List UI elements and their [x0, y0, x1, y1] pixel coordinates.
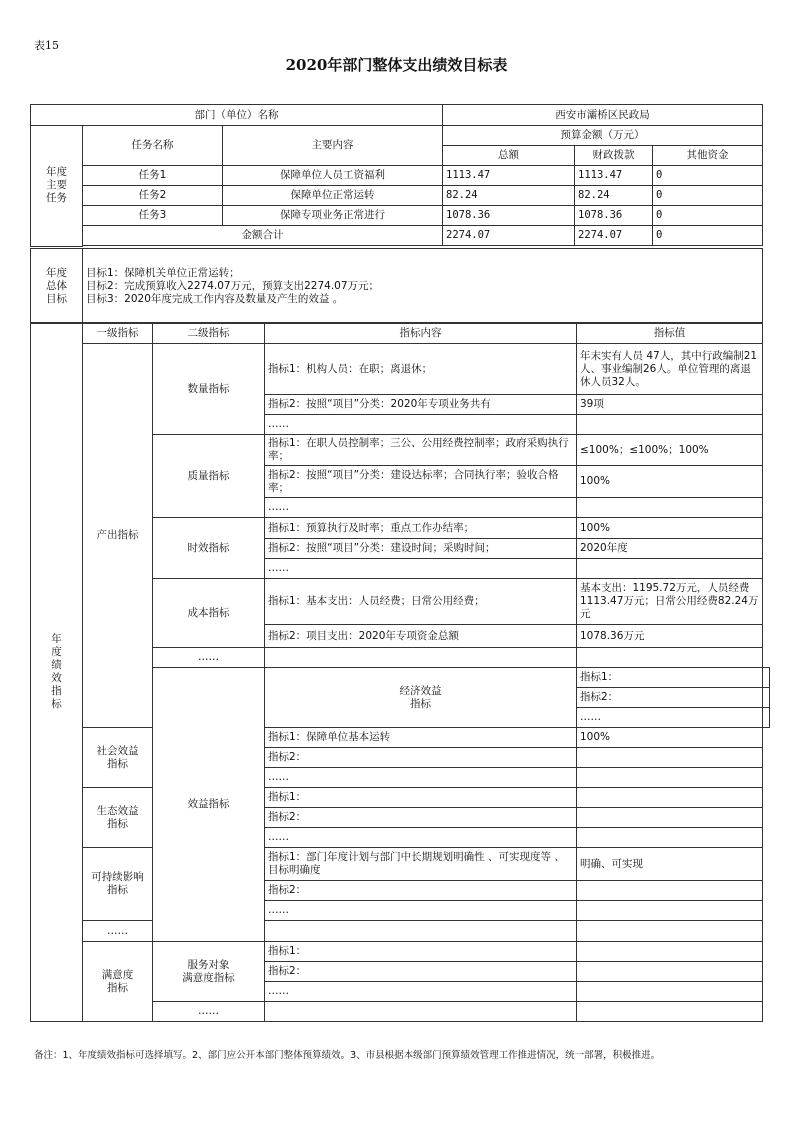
sum-fiscal: 2274.07 [575, 226, 653, 246]
indicator-content: 指标2： [577, 688, 763, 708]
indicator-content: 指标1： [265, 788, 577, 808]
h-budget: 预算金额（万元） [443, 126, 763, 146]
indicator-ellipsis: …… [265, 559, 577, 579]
indicator-ellipsis: …… [577, 708, 763, 728]
task-total: 1078.36 [443, 206, 575, 226]
indicator-value-empty [577, 808, 763, 828]
dept-label: 部门（单位）名称 [31, 105, 443, 126]
h-level2: 二级指标 [153, 323, 265, 344]
sum-total: 2274.07 [443, 226, 575, 246]
indicator-value: 100% [577, 728, 763, 748]
indicator-value: ≤100%；≤100%；100% [577, 435, 763, 466]
task-fiscal: 1113.47 [575, 166, 653, 186]
indicator-value-empty [577, 648, 763, 668]
task-total: 1113.47 [443, 166, 575, 186]
indicator-value-empty [577, 921, 763, 942]
table-row [31, 186, 763, 206]
task-fiscal: 82.24 [575, 186, 653, 206]
quantity-indicators: 数量指标 [153, 344, 265, 435]
indicator-content: 指标1：部门年度计划与部门中长期规划明确性 、可实现度等 、目标明确度 [265, 848, 577, 881]
output-indicators: 产出指标 [83, 344, 153, 728]
indicator-value-empty [763, 668, 770, 688]
goals-side-label: 年度 总体 目标 [31, 249, 83, 324]
indicator-content: 指标1：预算执行及时率；重点工作办结率； [265, 518, 577, 539]
task-name: 任务3 [83, 206, 223, 226]
indicator-value: 2020年度 [577, 539, 763, 559]
dept-value: 西安市灞桥区民政局 [443, 105, 763, 126]
h-fiscal: 财政拨款 [575, 146, 653, 166]
page-title: 2020年部门整体支出绩效目标表 [285, 56, 508, 74]
indicator-value-empty [577, 559, 763, 579]
indicator-value: 100% [577, 518, 763, 539]
quality-indicators: 质量指标 [153, 435, 265, 518]
task-content: 保障单位人员工资福利 [223, 166, 443, 186]
indicator-value-empty [577, 901, 763, 921]
sum-other: 0 [653, 226, 763, 246]
indicator-ellipsis: …… [265, 498, 577, 518]
indicator-value: 年末实有人员 47人，其中行政编制21人、事业编制26人。单位管理的离退休人员32人。 [577, 344, 763, 395]
cost-indicators: 成本指标 [153, 579, 265, 648]
task-other: 0 [653, 166, 763, 186]
indicator-value-empty [577, 881, 763, 901]
indicator-value: 100% [577, 466, 763, 498]
indicator-content: 指标1：保障单位基本运转 [265, 728, 577, 748]
indicator-content: 指标1：基本支出：人员经费；日常公用经费； [265, 579, 577, 625]
indicator-content: 指标1：在职人员控制率；三公、公用经费控制率；政府采购执行率； [265, 435, 577, 466]
social-benefit-indicators: 社会效益 指标 [83, 728, 153, 788]
indicator-value-empty [577, 768, 763, 788]
h-other: 其他资金 [653, 146, 763, 166]
indicator-value-empty [763, 708, 770, 728]
indicator-content: 指标2：按照“项目”分类：建设达标率；合同执行率；验收合格率； [265, 466, 577, 498]
indicator-value-empty [577, 962, 763, 982]
indicator-content: 指标2：按照“项目”分类：建设时间；采购时间； [265, 539, 577, 559]
goal-line: 目标3：2020年度完成工作内容及数量及产生的效益 。 [86, 292, 344, 305]
economic-benefit-indicators: 经济效益 指标 [265, 668, 577, 728]
sustainability-indicators: 可持续影响 指标 [83, 848, 153, 921]
task-fiscal: 1078.36 [575, 206, 653, 226]
indicator-content-empty [265, 648, 577, 668]
h-level1: 一级指标 [83, 323, 153, 344]
goal-line: 目标2：完成预算收入2274.07万元，预算支出2274.07万元； [86, 279, 380, 292]
indicator-content: 指标2：项目支出：2020年专项资金总额 [265, 625, 577, 648]
indicator-ellipsis: …… [265, 901, 577, 921]
task-total: 82.24 [443, 186, 575, 206]
h-task-content: 主要内容 [223, 126, 443, 166]
tasks-side-label: 年度 主要 任务 [31, 126, 83, 247]
h-indicator-value: 指标值 [577, 323, 763, 344]
indicator-content: 指标2： [265, 808, 577, 828]
table-row [31, 166, 763, 186]
indicator-content: 指标1： [577, 668, 763, 688]
table-row [31, 206, 763, 226]
indicator-value: 1078.36万元 [577, 625, 763, 648]
indicator-content: 指标2： [265, 962, 577, 982]
indicator-value-empty [577, 982, 763, 1002]
indicator-content-empty [265, 1002, 577, 1022]
indicator-content: 指标1： [265, 942, 577, 962]
indicator-ellipsis: …… [265, 415, 577, 435]
task-content: 保障专项业务正常进行 [223, 206, 443, 226]
level2-ellipsis: …… [153, 1002, 265, 1022]
level2-ellipsis: …… [83, 921, 153, 942]
h-indicator-content: 指标内容 [265, 323, 577, 344]
ecological-benefit-indicators: 生态效益 指标 [83, 788, 153, 848]
sum-row [31, 226, 763, 246]
indicator-value-empty [577, 1002, 763, 1022]
indicator-value: 39项 [577, 395, 763, 415]
perf-side-label: 年 度 绩 效 指 标 [31, 323, 83, 1022]
tasks-table [30, 104, 763, 247]
indicator-value-empty [577, 748, 763, 768]
task-name: 任务2 [83, 186, 223, 206]
indicator-content-empty [265, 921, 577, 942]
indicator-value-empty [763, 688, 770, 708]
sum-label: 金额合计 [83, 226, 443, 246]
satisfaction-indicators: 满意度 指标 [83, 942, 153, 1022]
level2-ellipsis: …… [153, 648, 265, 668]
indicator-content: 指标2： [265, 881, 577, 901]
indicator-ellipsis: …… [265, 828, 577, 848]
goals-table [30, 248, 763, 324]
indicator-value-empty [577, 498, 763, 518]
indicator-ellipsis: …… [265, 982, 577, 1002]
indicator-value: 基本支出：1195.72万元，人员经费1113.47万元；日常公用经费82.24万元 [577, 579, 763, 625]
footnote: 备注：1、年度绩效指标可选择填写。2、部门应公开本部门整体预算绩效。3、市县根据本级部门预算绩效管理工作推进情况，统一部署，积极推进。 [34, 1050, 661, 1061]
table-number: 表15 [34, 39, 59, 52]
task-content: 保障单位正常运转 [223, 186, 443, 206]
h-task-name: 任务名称 [83, 126, 223, 166]
indicator-value-empty [577, 415, 763, 435]
timeliness-indicators: 时效指标 [153, 518, 265, 579]
goal-line: 目标1：保障机关单位正常运转； [86, 266, 240, 279]
service-satisfaction-indicators: 服务对象 满意度指标 [153, 942, 265, 1002]
perf-table [30, 322, 770, 1022]
benefit-indicators: 效益指标 [153, 668, 265, 942]
task-other: 0 [653, 186, 763, 206]
indicator-value-empty [577, 942, 763, 962]
indicator-content: 指标2： [265, 748, 577, 768]
indicator-content: 指标1：机构人员：在职；离退休； [265, 344, 577, 395]
h-total: 总额 [443, 146, 575, 166]
task-name: 任务1 [83, 166, 223, 186]
indicator-ellipsis: …… [265, 768, 577, 788]
indicator-value-empty [577, 828, 763, 848]
task-other: 0 [653, 206, 763, 226]
indicator-value-empty [577, 788, 763, 808]
indicator-value: 明确、可实现 [577, 848, 763, 881]
indicator-content: 指标2：按照“项目”分类：2020年专项业务共有 [265, 395, 577, 415]
